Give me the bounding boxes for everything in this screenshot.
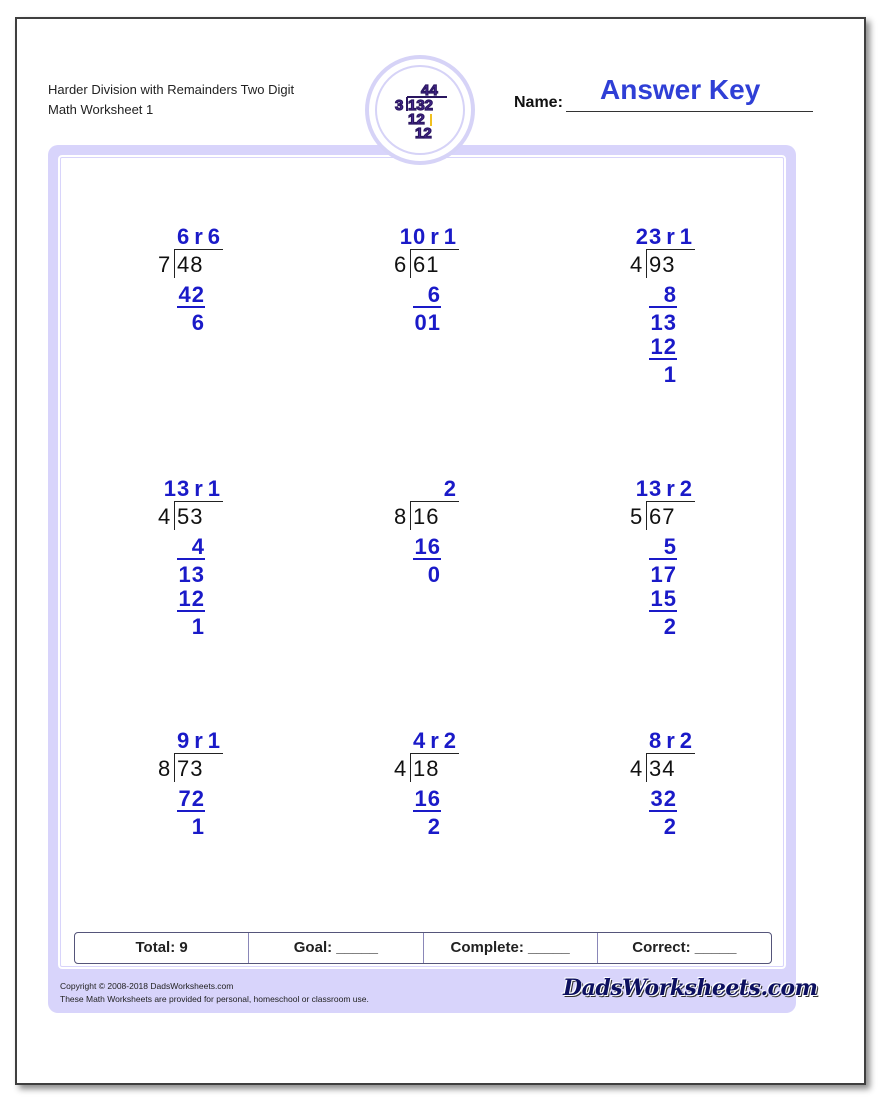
dividend: 53 xyxy=(177,504,204,529)
brand-logo: DadsWorksheets.com xyxy=(563,975,818,1001)
long-division-logo-icon xyxy=(393,81,451,139)
subtraction-step: 15 xyxy=(650,586,677,611)
quotient-answer: 13 r 2 xyxy=(635,476,693,501)
remainder-step: 1 xyxy=(191,614,205,639)
dividend: 61 xyxy=(413,252,440,277)
division-problem xyxy=(630,224,790,424)
subtraction-step: 16 xyxy=(414,786,441,811)
division-bar xyxy=(646,249,695,250)
division-bracket xyxy=(174,502,175,530)
subtraction-step: 5 xyxy=(649,536,677,560)
remainder-step: 1 xyxy=(191,814,205,839)
logo-badge xyxy=(365,55,475,165)
divisor: 4 xyxy=(630,756,643,781)
name-field xyxy=(514,74,814,112)
division-bracket xyxy=(410,250,411,278)
subtraction-step: 16 xyxy=(414,534,441,559)
divisor: 4 xyxy=(630,252,643,277)
subtraction-step: 6 xyxy=(413,284,441,308)
remainder-step: 0 xyxy=(427,562,441,587)
dividend: 93 xyxy=(649,252,676,277)
division-bar xyxy=(174,753,223,754)
division-bar xyxy=(410,501,459,502)
division-bar xyxy=(646,501,695,502)
remainder-step: 2 xyxy=(663,814,677,839)
remainder-step: 1 xyxy=(663,362,677,387)
division-bar xyxy=(174,249,223,250)
division-problem xyxy=(158,728,318,928)
goal-field: Goal: _____ xyxy=(249,933,423,963)
dividend: 48 xyxy=(177,252,204,277)
divisor: 4 xyxy=(158,504,171,529)
quotient-answer: 23 r 1 xyxy=(635,224,693,249)
quotient-answer: 8 r 2 xyxy=(648,728,693,753)
subtraction-step: 8 xyxy=(649,284,677,308)
divisor: 7 xyxy=(158,252,171,277)
divisor: 8 xyxy=(394,504,407,529)
worksheet-title xyxy=(48,80,294,120)
dividend: 18 xyxy=(413,756,440,781)
division-problem xyxy=(394,728,554,928)
subtraction-step: 12 xyxy=(178,586,205,611)
divisor: 5 xyxy=(630,504,643,529)
title-line-2: Math Worksheet 1 xyxy=(48,102,154,117)
division-problem xyxy=(158,476,318,676)
division-bracket xyxy=(646,502,647,530)
remainder-step: 2 xyxy=(427,814,441,839)
division-bracket xyxy=(646,754,647,782)
svg-text:12: 12 xyxy=(408,111,425,128)
division-problem xyxy=(394,476,554,676)
quotient-answer: 13 r 1 xyxy=(163,476,221,501)
dividend: 16 xyxy=(413,504,440,529)
division-bracket xyxy=(410,754,411,782)
quotient-answer: 6 r 6 xyxy=(176,224,221,249)
svg-text:132: 132 xyxy=(408,97,434,114)
name-value: Answer Key xyxy=(600,74,761,105)
subtraction-step: 42 xyxy=(178,282,205,307)
quotient-answer: 9 r 1 xyxy=(176,728,221,753)
svg-text:3: 3 xyxy=(395,97,404,114)
subtraction-step: 72 xyxy=(178,786,205,811)
division-problem xyxy=(394,224,554,424)
division-bracket xyxy=(174,250,175,278)
correct-field: Correct: _____ xyxy=(632,939,737,956)
quotient-answer: 4 r 2 xyxy=(412,728,457,753)
remainder-step: 17 xyxy=(650,562,677,587)
division-bar xyxy=(646,753,695,754)
division-bracket xyxy=(646,250,647,278)
name-underline xyxy=(566,111,813,112)
division-problem xyxy=(630,476,790,676)
subtraction-step: 12 xyxy=(650,334,677,359)
dividend: 73 xyxy=(177,756,204,781)
remainder-step: 2 xyxy=(663,614,677,639)
name-label: Name: xyxy=(514,94,563,111)
subtraction-step: 32 xyxy=(650,786,677,811)
remainder-step: 6 xyxy=(191,310,205,335)
division-bar xyxy=(174,501,223,502)
dividend: 67 xyxy=(649,504,676,529)
divisor: 6 xyxy=(394,252,407,277)
division-bar xyxy=(410,249,459,250)
total-count: Total: 9 xyxy=(75,933,249,963)
title-line-1: Harder Division with Remainders Two Digit xyxy=(48,82,295,97)
divisor: 8 xyxy=(158,756,171,781)
svg-text:12: 12 xyxy=(415,125,432,139)
division-problem xyxy=(630,728,790,928)
division-bar xyxy=(410,753,459,754)
division-bracket xyxy=(174,754,175,782)
dividend: 34 xyxy=(649,756,676,781)
score-bar xyxy=(74,932,772,964)
remainder-step: 13 xyxy=(178,562,205,587)
division-bracket xyxy=(410,502,411,530)
copyright-text: Copyright © 2008-2018 DadsWorksheets.com xyxy=(60,981,234,991)
copyright-notice xyxy=(60,980,369,1006)
usage-text: These Math Worksheets are provided for personal, homeschool or classroom use. xyxy=(60,994,369,1004)
divisor: 4 xyxy=(394,756,407,781)
subtraction-step: 4 xyxy=(177,536,205,560)
complete-field: Complete: _____ xyxy=(424,933,598,963)
remainder-step: 01 xyxy=(414,310,441,335)
svg-text:44: 44 xyxy=(421,82,438,99)
division-problem xyxy=(158,224,318,424)
quotient-answer: 10 r 1 xyxy=(399,224,457,249)
quotient-answer: 2 xyxy=(443,476,457,501)
remainder-step: 13 xyxy=(650,310,677,335)
